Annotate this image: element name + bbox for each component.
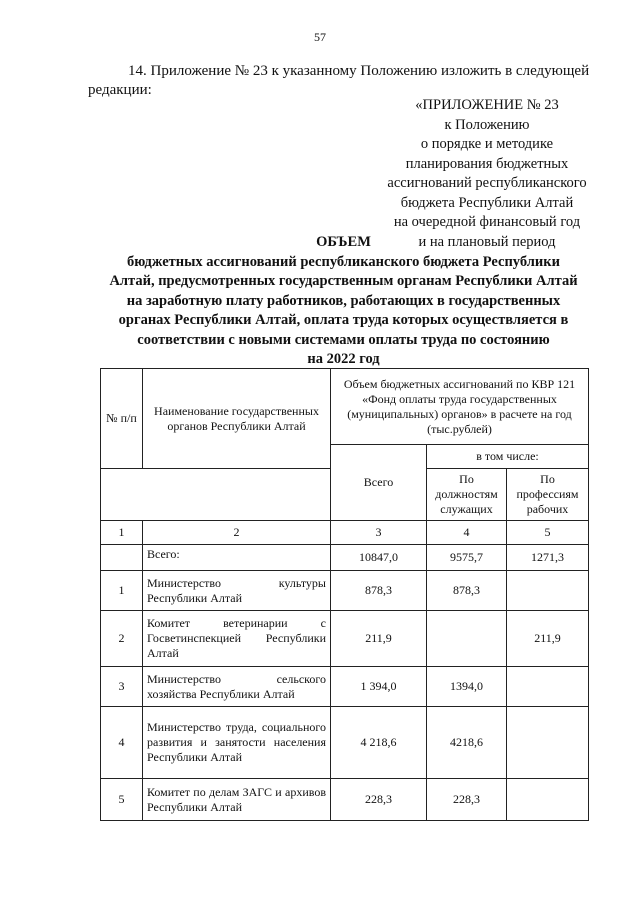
column-numbers-row: [101, 521, 589, 545]
header-volume: Объем бюджетных ассигнований по КВР 121 «Фонд оплаты труда государственных (муниципальных) органов» в расчете на год (тыс.рублей): [331, 369, 589, 445]
row-name: Комитет по делам ЗАГС и архивов Республики Алтай: [143, 779, 331, 821]
row-num: 4: [101, 707, 143, 779]
title-line: соответствии с новыми системами оплаты труда по состоянию: [137, 331, 550, 348]
row-num: 1: [101, 571, 143, 611]
table-header-row: [101, 369, 589, 445]
total-row: [101, 545, 589, 571]
table-row: [101, 707, 589, 779]
appendix-line: к Положению: [444, 116, 530, 133]
row-professions: [507, 667, 589, 707]
intro-paragraph: [88, 62, 608, 100]
appendix-line: планирования бюджетных: [405, 155, 569, 172]
row-num: 2: [101, 611, 143, 667]
appendix-line: бюджета Республики Алтай: [400, 194, 574, 211]
row-num: 3: [101, 667, 143, 707]
title-line: бюджетных ассигнований республиканского бюджета Республики: [127, 253, 560, 270]
row-positions: 878,3: [427, 571, 507, 611]
table-row: [101, 571, 589, 611]
intro-line-2: редакции:: [88, 82, 152, 98]
row-professions: [507, 779, 589, 821]
title-line: органах Республики Алтай, оплата труда которых осуществляется в: [118, 312, 569, 328]
col-number: 3: [331, 521, 427, 545]
title-line: на заработную плату работников, работающих в государственных: [126, 292, 561, 309]
total-positions: 9575,7: [427, 545, 507, 571]
appendix-line: на очередной финансовый год: [393, 214, 581, 230]
row-name: Министерство сельского хозяйства Республики Алтай: [143, 667, 331, 707]
table-row: [101, 779, 589, 821]
page-number: 57: [314, 30, 326, 44]
row-positions: 4218,6: [427, 707, 507, 779]
total-label: Всего:: [143, 545, 331, 571]
appendix-line: и на плановый период: [418, 233, 556, 250]
title-line: на 2022 год: [307, 351, 380, 367]
row-name: Министерство культуры Республики Алтай: [143, 571, 331, 611]
row-positions: [427, 611, 507, 667]
row-professions: [507, 571, 589, 611]
header-by-position: По должностям служащих: [427, 469, 507, 521]
total-all: 10847,0: [331, 545, 427, 571]
row-total: 1 394,0: [331, 667, 427, 707]
appendix-header: [372, 96, 602, 252]
row-total: 4 218,6: [331, 707, 427, 779]
budget-table: [100, 368, 589, 821]
col-number: 4: [427, 521, 507, 545]
row-positions: 228,3: [427, 779, 507, 821]
row-total: 878,3: [331, 571, 427, 611]
table-row: [101, 667, 589, 707]
row-professions: [507, 707, 589, 779]
row-total: 228,3: [331, 779, 427, 821]
col-number: 1: [101, 521, 143, 545]
row-name: Комитет ветеринарии с Госветинспекцией Республики Алтай: [143, 611, 331, 667]
title-line: Алтай, предусмотренных государственным органам Республики Алтай: [109, 273, 578, 289]
row-total: 211,9: [331, 611, 427, 667]
row-num: 5: [101, 779, 143, 821]
table-row: [101, 611, 589, 667]
row-positions: 1394,0: [427, 667, 507, 707]
header-name: Наименование государственных органов Республики Алтай: [143, 369, 331, 469]
appendix-line: о порядке и методике: [420, 136, 554, 152]
col-number: 5: [507, 521, 589, 545]
col-number: 2: [143, 521, 331, 545]
header-total: Всего: [331, 445, 427, 521]
title-heading: ОБЪЕМ: [316, 234, 371, 250]
document-title: [96, 233, 591, 370]
row-professions: 211,9: [507, 611, 589, 667]
row-name: Министерство труда, социального развития и занятости населения Республики Алтай: [143, 707, 331, 779]
appendix-line: «ПРИЛОЖЕНИЕ № 23: [415, 97, 559, 113]
header-by-profession: По профессиям рабочих: [507, 469, 589, 521]
header-num: № п/п: [101, 369, 143, 469]
header-including: в том числе:: [427, 445, 589, 469]
total-professions: 1271,3: [507, 545, 589, 571]
intro-line-1: 14. Приложение № 23 к указанному Положению изложить в следующей: [128, 63, 590, 79]
appendix-line: ассигнований республиканского: [387, 175, 587, 191]
